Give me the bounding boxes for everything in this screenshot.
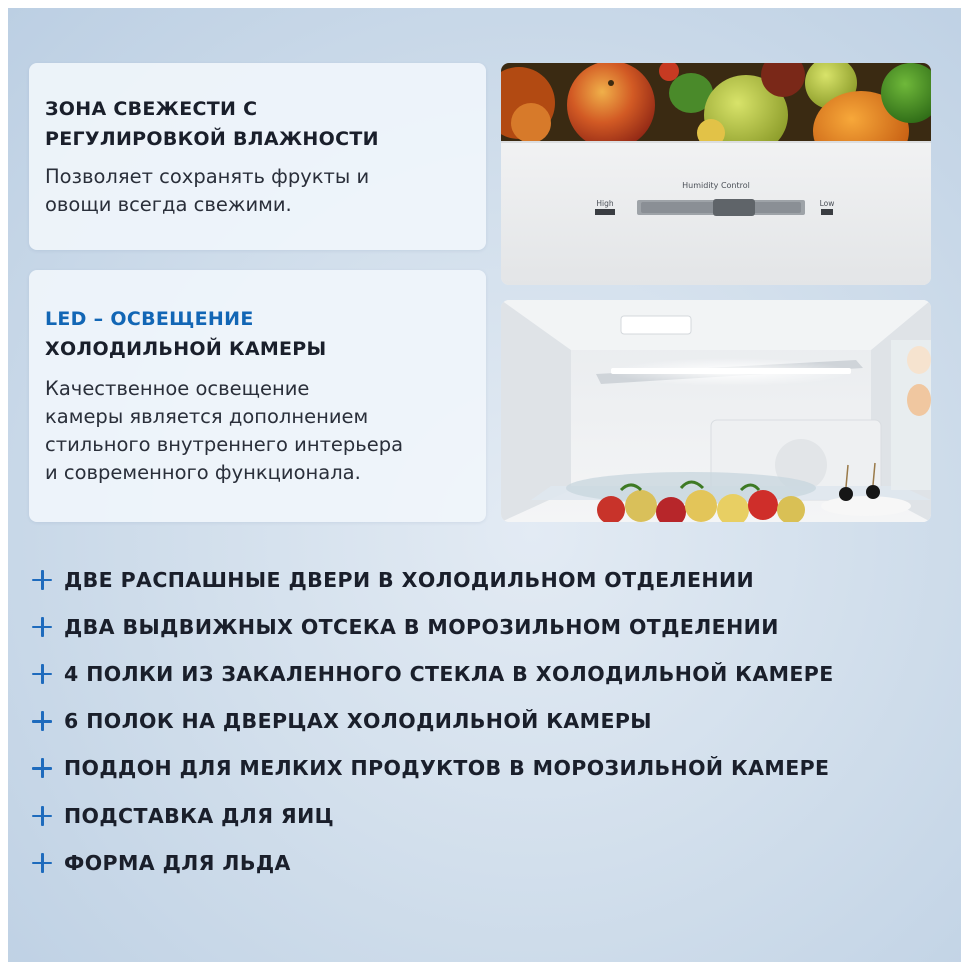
feature-text: ПОДСТАВКА ДЛЯ ЯИЦ (64, 803, 335, 828)
plus-icon (30, 851, 54, 875)
humidity-high-label: High (596, 199, 614, 208)
plus-icon (30, 662, 54, 686)
humidity-control-label: Humidity Control (682, 181, 750, 190)
feature-text: ПОДДОН ДЛЯ МЕЛКИХ ПРОДУКТОВ В МОРОЗИЛЬНОЙ КАМЕРЕ (64, 756, 830, 781)
list-item (30, 556, 950, 603)
plus-icon (30, 615, 54, 639)
humidity-low-label: Low (819, 199, 835, 208)
plus-icon (30, 568, 54, 592)
plus-icon (30, 756, 54, 780)
feature-text: ФОРМА ДЛЯ ЛЬДА (64, 850, 291, 875)
fridge-interior-illustration (501, 300, 931, 522)
humidity-drawer-photo (501, 63, 931, 285)
led-lighting-title-line2: ХОЛОДИЛЬНОЙ КАМЕРЫ (45, 338, 327, 360)
fridge-interior-photo (501, 300, 931, 522)
led-lighting-text-line1: Качественное освещение (45, 377, 310, 400)
led-lighting-title-accent: LED – ОСВЕЩЕНИЕ (45, 308, 254, 330)
humidity-drawer-illustration (501, 63, 931, 285)
freshness-zone-card (29, 63, 486, 250)
list-item (30, 745, 950, 792)
plus-icon (30, 804, 54, 828)
list-item (30, 698, 950, 745)
humidity-slider-handle[interactable] (713, 199, 755, 216)
list-item (30, 792, 950, 839)
led-lighting-text-line2: камеры является дополнением (45, 405, 369, 428)
led-lighting-title (45, 304, 327, 364)
list-item (30, 839, 950, 886)
led-lighting-description (45, 375, 475, 487)
freshness-zone-title-line2: РЕГУЛИРОВКОЙ ВЛАЖНОСТИ (45, 128, 379, 150)
led-lighting-text-line4: и современного функционала. (45, 461, 361, 484)
freshness-zone-description (45, 163, 465, 219)
plus-icon (30, 709, 54, 733)
freshness-zone-text-line2: овощи всегда свежими. (45, 193, 292, 216)
feature-text: 4 ПОЛКИ ИЗ ЗАКАЛЕННОГО СТЕКЛА В ХОЛОДИЛЬНОЙ КАМЕРЕ (64, 661, 834, 686)
feature-list (30, 556, 950, 886)
feature-text: 6 ПОЛОК НА ДВЕРЦАХ ХОЛОДИЛЬНОЙ КАМЕРЫ (64, 709, 652, 734)
infographic-frame (8, 8, 961, 962)
feature-text: ДВЕ РАСПАШНЫЕ ДВЕРИ В ХОЛОДИЛЬНОМ ОТДЕЛЕНИИ (64, 567, 755, 592)
led-lighting-text-line3: стильного внутреннего интерьера (45, 433, 404, 456)
feature-text: ДВА ВЫДВИЖНЫХ ОТСЕКА В МОРОЗИЛЬНОМ ОТДЕЛЕНИИ (64, 614, 779, 639)
freshness-zone-title (45, 94, 379, 154)
freshness-zone-title-line1: ЗОНА СВЕЖЕСТИ С (45, 98, 258, 120)
list-item (30, 603, 950, 650)
led-lighting-card (29, 270, 486, 522)
list-item (30, 650, 950, 697)
freshness-zone-text-line1: Позволяет сохранять фрукты и (45, 165, 370, 188)
